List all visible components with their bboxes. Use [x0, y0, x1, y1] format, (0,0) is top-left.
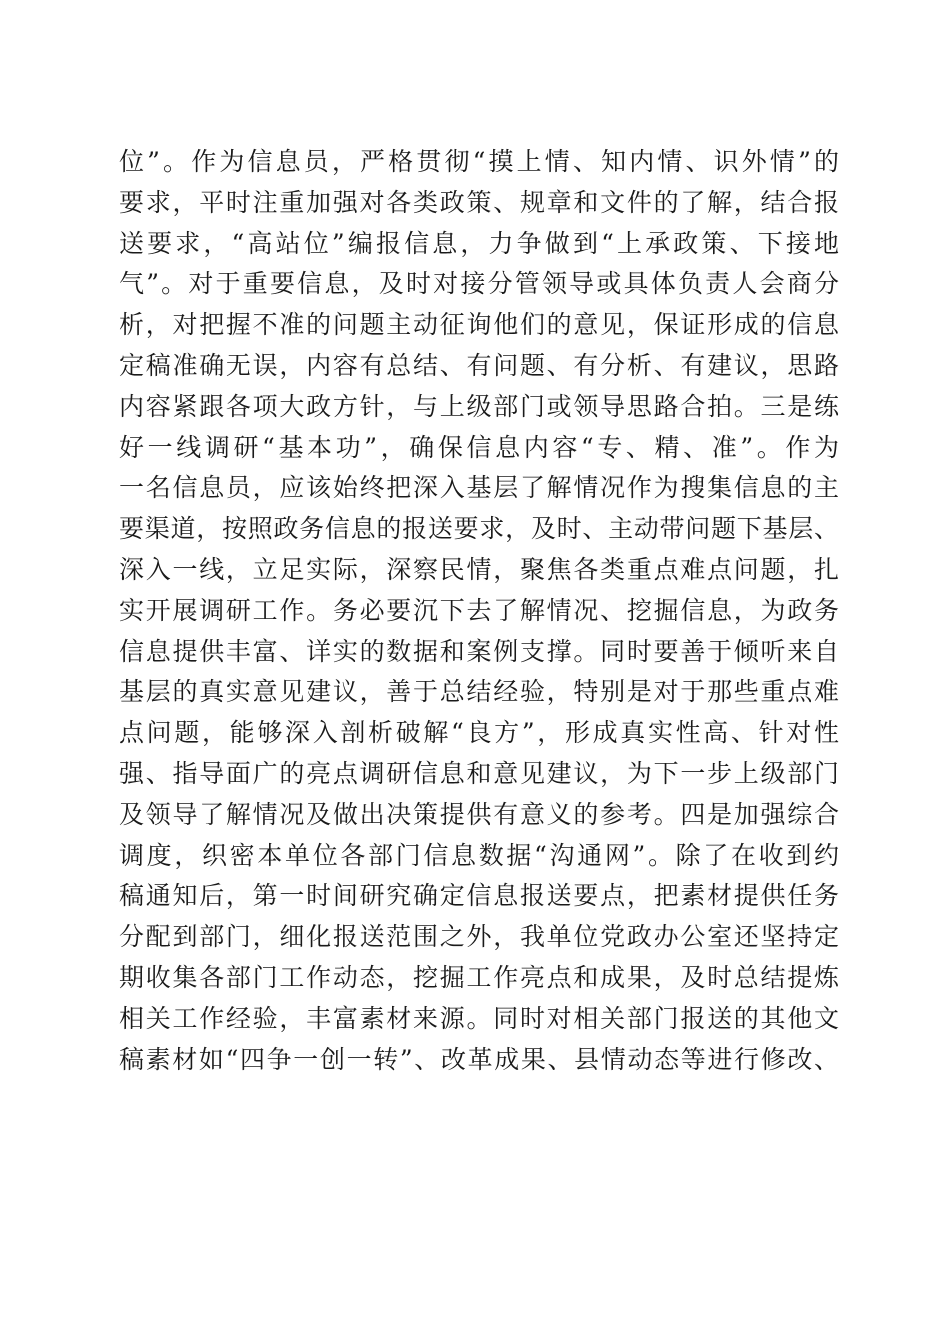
- body-text: [119, 142, 839, 1080]
- text-line: 要渠道，按照政务信息的报送要求，及时、主动带问题下基层、: [119, 514, 839, 544]
- text-line: 实开展调研工作。务必要沉下去了解情况、挖掘信息，为政务: [119, 595, 839, 625]
- text-line: 要求，平时注重加强对各类政策、规章和文件的了解，结合报: [119, 187, 839, 217]
- text-line: 析，对把握不准的问题主动征询他们的意见，保证形成的信息: [119, 310, 839, 340]
- text-line: 分配到部门，细化报送范围之外，我单位党政办公室还坚持定: [119, 922, 839, 952]
- text-line: 相关工作经验，丰富素材来源。同时对相关部门报送的其他文: [119, 1003, 839, 1033]
- text-line: 期收集各部门工作动态，挖掘工作亮点和成果，及时总结提炼: [119, 962, 839, 992]
- text-line: 稿通知后，第一时间研究确定信息报送要点，把素材提供任务: [119, 881, 839, 911]
- text-line: 气”。对于重要信息，及时对接分管领导或具体负责人会商分: [119, 269, 839, 299]
- text-line: 定稿准确无误，内容有总结、有问题、有分析、有建议，思路: [119, 350, 839, 380]
- text-line: 好一线调研“基本功”，确保信息内容“专、精、准”。作为: [119, 432, 839, 462]
- text-line: 稿素材如“四争一创一转”、改革成果、县情动态等进行修改、: [119, 1044, 839, 1074]
- text-line: 信息提供丰富、详实的数据和案例支撑。同时要善于倾听来自: [119, 636, 839, 666]
- text-line: 及领导了解情况及做出决策提供有意义的参考。四是加强综合: [119, 799, 839, 829]
- text-line: 调度，织密本单位各部门信息数据“沟通网”。除了在收到约: [119, 840, 839, 870]
- text-line: 强、指导面广的亮点调研信息和意见建议，为下一步上级部门: [119, 758, 839, 788]
- text-line: 内容紧跟各项大政方针，与上级部门或领导思路合拍。三是练: [119, 391, 839, 421]
- text-line: 点问题，能够深入剖析破解“良方”，形成真实性高、针对性: [119, 718, 839, 748]
- text-line: 深入一线，立足实际，深察民情，聚焦各类重点难点问题，扎: [119, 554, 839, 584]
- text-line: 基层的真实意见建议，善于总结经验，特别是对于那些重点难: [119, 677, 839, 707]
- text-line: 位”。作为信息员，严格贯彻“摸上情、知内情、识外情”的: [119, 147, 839, 176]
- text-line: 一名信息员，应该始终把深入基层了解情况作为搜集信息的主: [119, 473, 839, 503]
- text-line: 送要求，“高站位”编报信息，力争做到“上承政策、下接地: [119, 228, 839, 258]
